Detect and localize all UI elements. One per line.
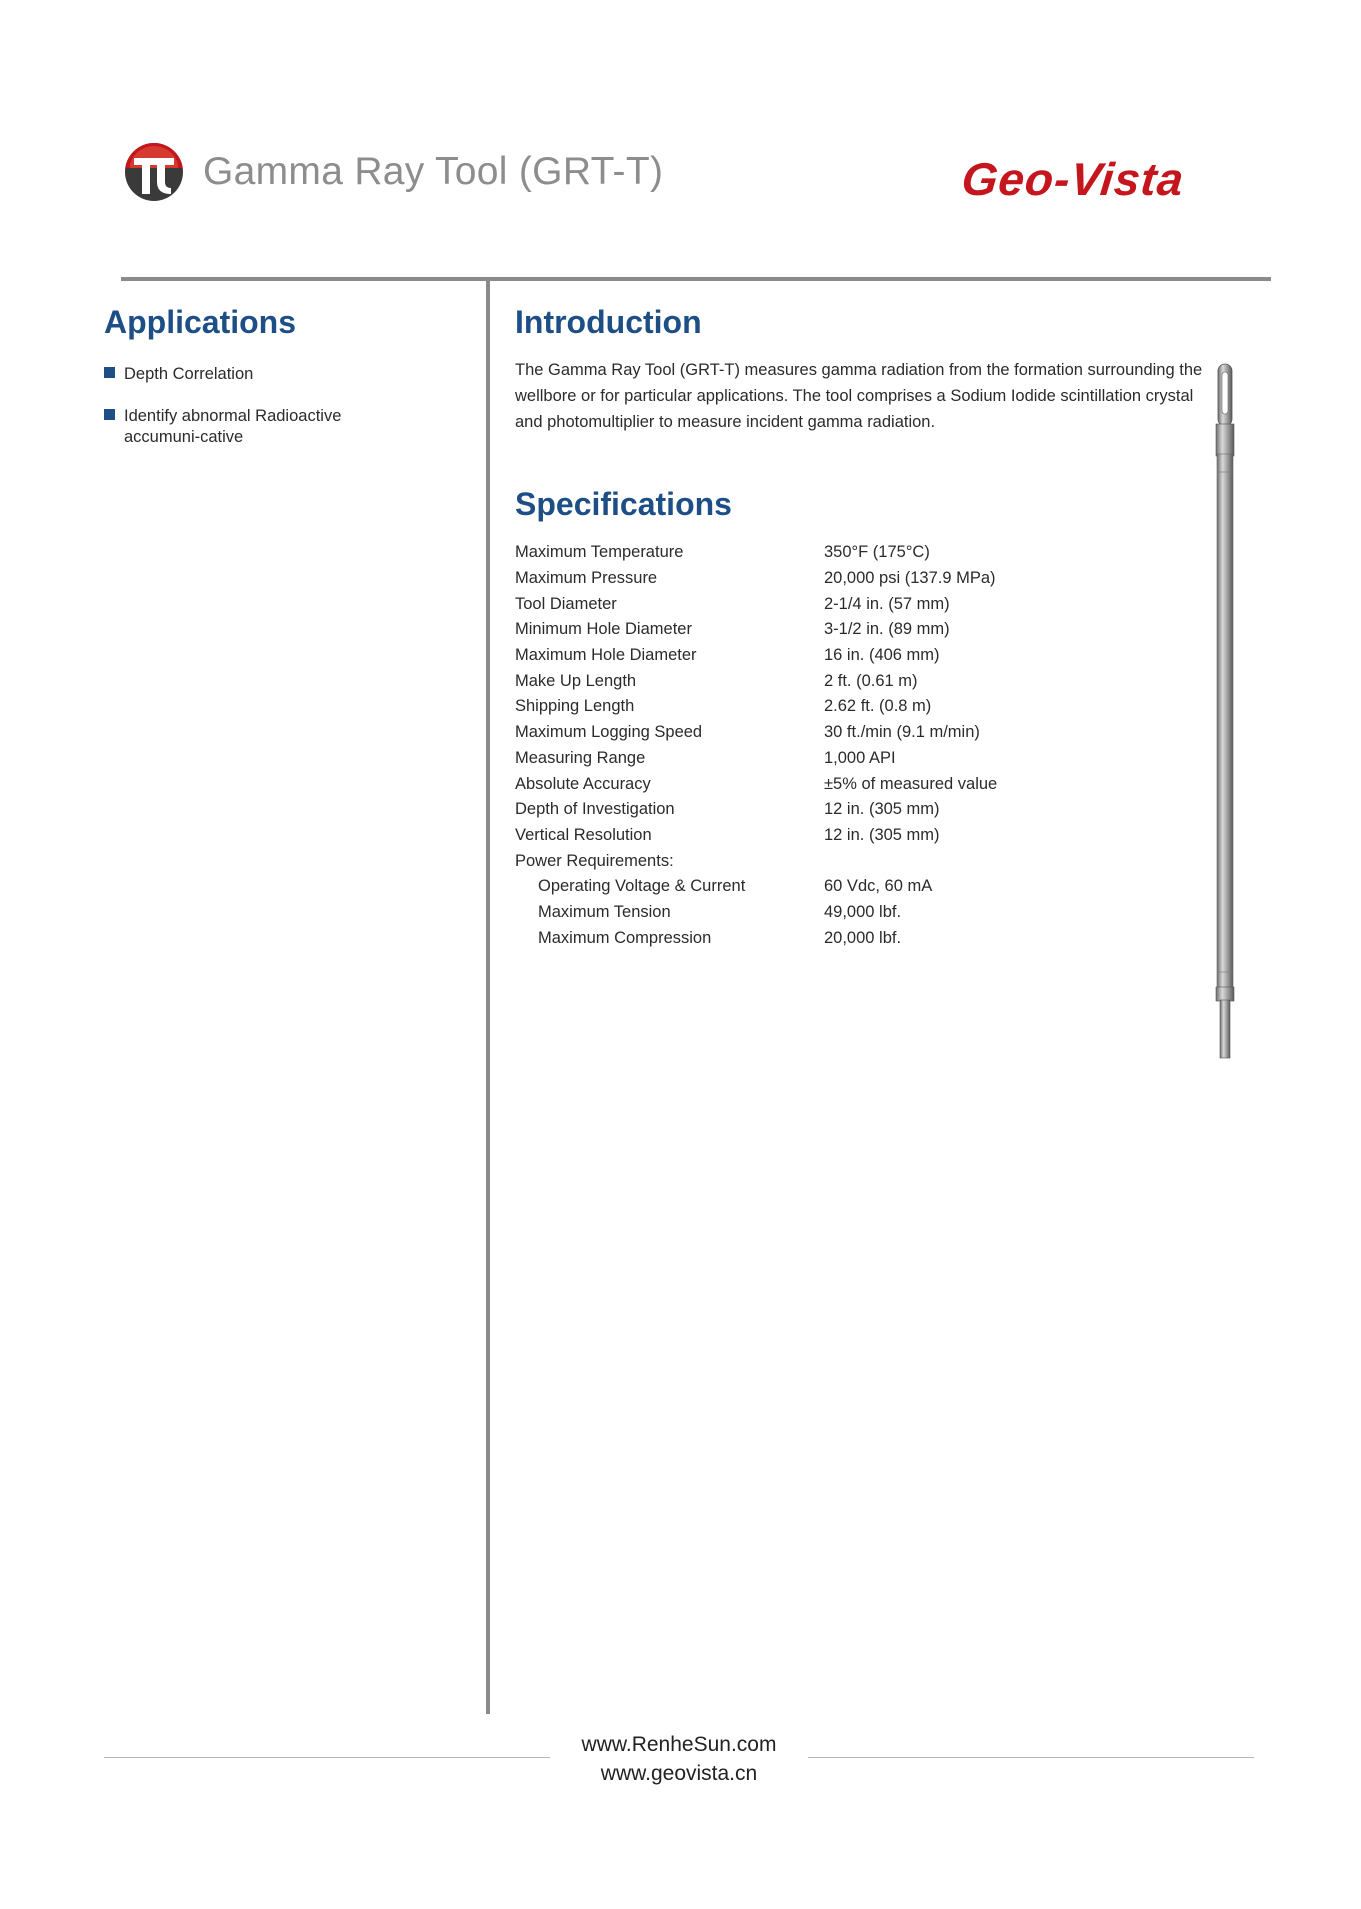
spec-value: 30 ft./min (9.1 m/min) (824, 723, 980, 742)
applications-list (104, 364, 444, 469)
spec-label: Maximum Hole Diameter (515, 646, 697, 665)
table-row (515, 694, 997, 720)
table-row (515, 591, 997, 617)
spec-label: Depth of Investigation (515, 800, 675, 819)
table-row (515, 771, 997, 797)
footer-link-renhesun[interactable]: www.RenheSun.com (581, 1733, 777, 1756)
spec-value: ±5% of measured value (824, 774, 998, 793)
spec-label: Make Up Length (515, 671, 637, 690)
specifications-table (515, 540, 997, 951)
table-row (515, 823, 997, 849)
header-divider (121, 277, 1271, 281)
renhesun-logo-icon (124, 142, 184, 202)
table-row (515, 617, 997, 643)
spec-value: 2.62 ft. (0.8 m) (824, 697, 932, 716)
specifications-heading: Specifications (515, 486, 732, 522)
brand-logo: Geo-Vista (959, 153, 1187, 205)
spec-label: Operating Voltage & Current (538, 877, 746, 896)
spec-label: Measuring Range (515, 748, 646, 767)
application-text: Depth Correlation (124, 365, 254, 383)
footer-links (550, 1730, 808, 1788)
spec-label: Vertical Resolution (515, 825, 652, 844)
spec-value: 20,000 psi (137.9 MPa) (824, 569, 996, 588)
table-row (515, 874, 997, 900)
table-row (515, 746, 997, 772)
square-bullet-icon (104, 367, 115, 378)
spec-label: Maximum Tension (538, 902, 671, 921)
spec-value: 2-1/4 in. (57 mm) (824, 594, 950, 613)
footer-divider-right (808, 1757, 1254, 1758)
table-row (515, 797, 997, 823)
spec-value: 49,000 lbf. (824, 902, 902, 921)
introduction-text: The Gamma Ray Tool (GRT-T) measures gamma radiation from the formation surrounding the wellbore or for particular applications. The tool comprises a Sodium Iodide scintillation crystal and photomultiplier to measure incident gamma radiation. (515, 361, 1203, 431)
spec-label: Minimum Hole Diameter (515, 620, 692, 639)
spec-value: 12 in. (305 mm) (824, 825, 940, 844)
applications-heading: Applications (104, 304, 297, 340)
footer-link-geovista[interactable]: www.geovista.cn (600, 1762, 758, 1785)
table-row (515, 668, 997, 694)
spec-label: Power Requirements: (515, 851, 674, 870)
spec-value: 20,000 lbf. (824, 928, 902, 947)
spec-label: Tool Diameter (515, 594, 617, 613)
page-title: Gamma Ray Tool (GRT-T) (203, 150, 664, 193)
table-row (515, 540, 997, 566)
spec-value: 2 ft. (0.61 m) (824, 671, 918, 690)
table-row (515, 566, 997, 592)
square-bullet-icon (104, 409, 115, 420)
spec-label: Maximum Temperature (515, 543, 684, 562)
application-text: Identify abnormal Radioactive accumuni-cative (124, 407, 342, 446)
spec-value: 12 in. (305 mm) (824, 800, 940, 819)
introduction-heading: Introduction (515, 304, 702, 340)
spec-label: Maximum Logging Speed (515, 723, 703, 742)
column-divider (486, 280, 490, 1714)
gamma-ray-tool-image (1210, 362, 1240, 1062)
table-row (515, 900, 997, 926)
list-item (104, 364, 444, 385)
spec-value: 350°F (175°C) (824, 543, 930, 562)
spec-label: Maximum Compression (538, 928, 712, 947)
table-row (515, 848, 997, 874)
spec-value: 3-1/2 in. (89 mm) (824, 620, 950, 639)
table-row (515, 925, 997, 951)
spec-value: 1,000 API (824, 748, 896, 767)
spec-label: Maximum Pressure (515, 569, 658, 588)
spec-label: Shipping Length (515, 697, 635, 716)
footer-divider-left (104, 1757, 550, 1758)
table-row (515, 643, 997, 669)
spec-value: 60 Vdc, 60 mA (824, 877, 933, 896)
list-item (104, 406, 354, 448)
spec-label: Absolute Accuracy (515, 774, 651, 793)
spec-value: 16 in. (406 mm) (824, 646, 940, 665)
table-row (515, 720, 997, 746)
spec-value (824, 848, 997, 874)
